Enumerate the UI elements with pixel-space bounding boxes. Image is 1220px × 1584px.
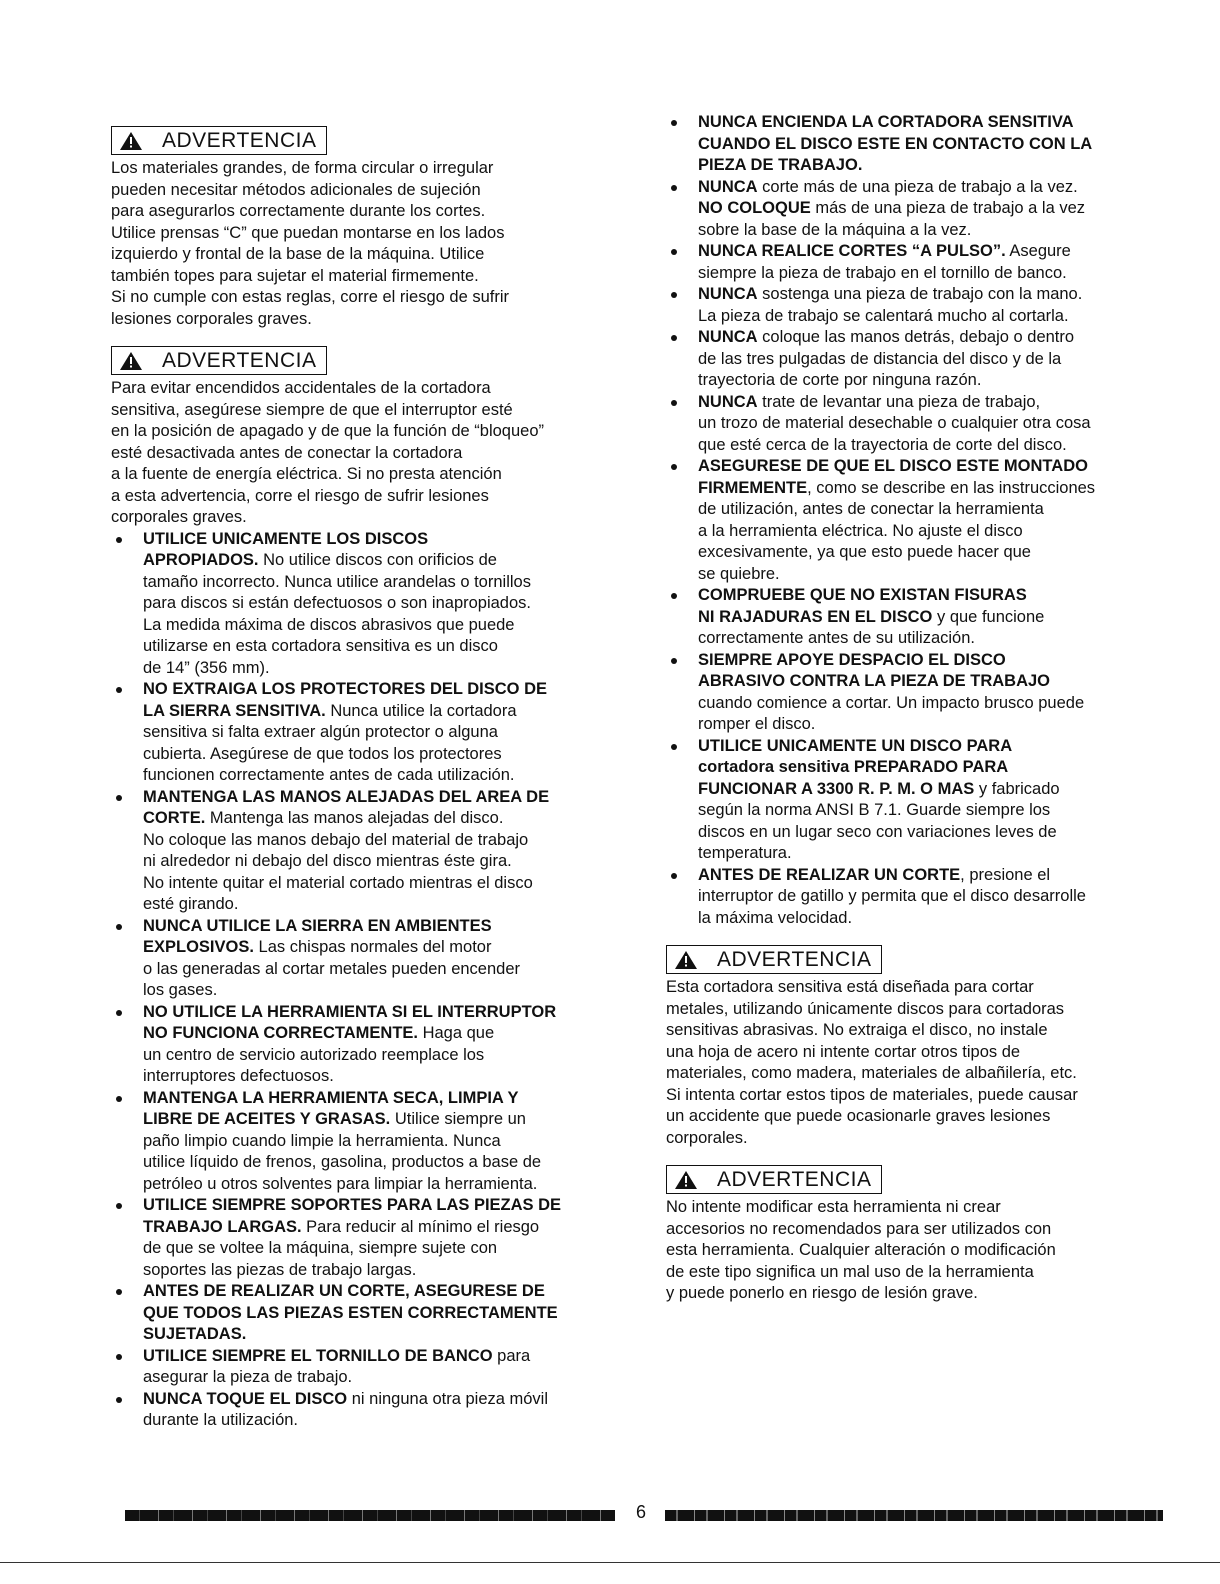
text-line [698,628,1156,650]
text-line [698,478,1156,500]
bullet-icon [116,924,122,930]
text-line: y puede ponerlo en riesgo de lesión grave. [666,1284,978,1302]
text-line [698,693,1156,715]
text-line: No intente modificar esta herramienta ni crear [666,1198,1001,1216]
text-line [143,1281,616,1303]
body-text: interruptor de gatillo y permita que el disco desarrolle [698,887,1086,905]
warning-triangle-icon [120,132,142,150]
safety-rule-item [666,112,1156,177]
body-text: La medida máxima de discos abrasivos que puede [143,615,515,634]
text-line: una hoja de acero ni intente cortar otros tipos de [666,1042,1021,1061]
emphasis-text: NUNCA REALICE CORTES “A PULSO”. [698,242,1006,260]
bullet-icon [116,1397,122,1403]
body-text: La pieza de trabajo se calentará mucho al cortarla. [698,306,1069,325]
body-text: Haga que [418,1024,495,1042]
body-text: discos en un lugar seco con variaciones leves de [698,822,1057,841]
emphasis-text: MANTENGA LA HERRAMIENTA SECA, LIMPIA Y [143,1088,519,1107]
safety-rule-item [666,392,1156,457]
emphasis-text: COMPRUEBE QUE NO EXISTAN FISURAS [698,586,1027,604]
text-line [698,134,1156,156]
bullet-icon [671,464,677,470]
safety-rule-item [111,679,616,787]
body-text: de 14” (356 mm). [143,658,270,677]
warning-header [666,945,882,974]
body-text: la máxima velocidad. [698,908,853,927]
text-line [698,327,1156,349]
text-line [143,550,616,572]
emphasis-text: FIRMEMENTE [698,478,808,497]
text-line [143,529,616,551]
body-text: temperatura. [698,844,792,862]
bullet-icon [116,687,122,693]
text-line: un accidente que puede ocasionarle graves lesiones [666,1107,1051,1125]
text-line [698,886,1156,908]
text-line [143,1346,616,1368]
emphasis-text: UTILICE SIEMPRE EL TORNILLO DE BANCO [143,1346,493,1365]
text-line [698,521,1156,543]
text-line [698,370,1156,392]
emphasis-text: NUNCA ENCIENDA LA CORTADORA SENSITIVA [698,113,1074,131]
safety-rule-item [111,916,616,1002]
text-line [143,1174,616,1196]
text-line [143,830,616,852]
text-line: corporales graves. [111,508,247,526]
safety-rule-item [111,1195,616,1281]
emphasis-text: LA SIERRA SENSITIVA. [143,701,326,720]
text-line [698,241,1156,263]
text-line: izquierdo y frontal de la base de la máquina. Utilice [111,245,485,263]
text-line: metales, utilizando únicamente discos para cortadoras [666,999,1065,1018]
text-line [698,714,1156,736]
emphasis-text: UTILICE SIEMPRE SOPORTES PARA LAS PIEZAS DE [143,1196,562,1214]
text-line: esta herramienta. Cualquier alteración o modificación [666,1241,1056,1259]
emphasis-text: NUNCA [698,392,758,411]
safety-rule-item [666,456,1156,585]
body-text: , presione el [960,865,1051,884]
text-line [698,112,1156,134]
body-text: Mantenga las manos alejadas del disco. [205,809,504,827]
safety-rule-item [111,787,616,916]
text-line [143,980,616,1002]
body-text: soportes las piezas de trabajo largas. [143,1260,417,1279]
text-line [698,349,1156,371]
body-text: No utilice discos con orificios de [258,551,497,569]
emphasis-text: NI RAJADURAS EN EL DISCO [698,607,933,626]
body-text: a la herramienta eléctrica. No ajuste el disco [698,521,1023,540]
bullet-icon [116,1096,122,1102]
body-text: coloque las manos detrás, debajo o dentro [757,328,1075,346]
bullet-icon [116,1010,122,1016]
text-line [143,873,616,895]
text-line [698,650,1156,672]
body-text: ni alrededor ni debajo del disco mientras éste gira. [143,852,512,870]
text-line [698,843,1156,865]
warning-text [111,158,616,330]
text-line: esté desactivada antes de conectar la cortadora [111,443,463,462]
body-text: se quiebre. [698,564,780,583]
text-line: pueden necesitar métodos adicionales de sujeción [111,180,481,199]
text-line [143,1303,616,1325]
left-column [111,112,616,1432]
text-line [143,1002,616,1024]
emphasis-text: CORTE. [143,809,206,827]
warning-header [111,346,327,375]
text-line [698,779,1156,801]
body-text: para discos si están defectuosos o son inapropiados. [143,594,531,612]
body-text: asegurar la pieza de trabajo. [143,1368,353,1386]
body-text: , como se describe en las instrucciones [807,478,1096,497]
safety-rule-item [111,1281,616,1346]
text-line [143,1217,616,1239]
emphasis-text: FUNCIONAR A 3300 R. P. M. O MAS [698,779,975,798]
bullet-icon [671,744,677,750]
text-line [143,1045,616,1067]
emphasis-text: MANTENGA LAS MANOS ALEJADAS DEL AREA DE [143,787,550,806]
text-line [143,1367,616,1389]
body-text: esté girando. [143,895,239,913]
bullet-icon [671,873,677,879]
text-line: a esta advertencia, corre el riesgo de sufrir lesiones [111,486,489,505]
emphasis-text: NO UTILICE LA HERRAMIENTA SI EL INTERRUPTOR [143,1002,557,1021]
emphasis-text: UTILICE UNICAMENTE LOS DISCOS [143,529,429,548]
text-line [698,499,1156,521]
safety-rule-item [666,585,1156,650]
emphasis-text: UTILICE UNICAMENTE UN DISCO PARA [698,736,1013,755]
text-line: Los materiales grandes, de forma circular o irregular [111,159,494,177]
text-line: también topes para sujetar el material firmemente. [111,266,479,285]
safety-rules-list [666,112,1156,929]
text-line [143,636,616,658]
safety-rule-item [666,177,1156,242]
text-line: accesorios no recomendados para ser utilizados con [666,1219,1052,1238]
bullet-icon [671,249,677,255]
emphasis-text: TRABAJO LARGAS. [143,1217,302,1236]
body-text: trate de levantar una pieza de trabajo, [757,392,1041,411]
warning-triangle-icon [120,352,142,370]
footer-bar-left [125,1510,615,1521]
body-text: los gases. [143,981,218,999]
warning-text [666,977,1156,1149]
text-line [143,937,616,959]
body-text: siempre la pieza de trabajo en el tornillo de banco. [698,263,1067,282]
body-text: correctamente antes de su utilización. [698,629,975,647]
bottom-rule [0,1562,1220,1563]
page-footer [0,1500,1220,1530]
bullet-icon [671,185,677,191]
text-line: sensitivas abrasivas. No extraiga el disco, no instale [666,1021,1048,1039]
warning-title: ADVERTENCIA [717,948,872,971]
text-line [143,679,616,701]
text-line [698,306,1156,328]
body-text: Las chispas normales del motor [253,938,492,956]
body-text: y fabricado [974,779,1060,798]
text-line: Para evitar encendidos accidentales de la cortadora [111,379,491,397]
bullet-icon [671,400,677,406]
text-line [143,959,616,981]
body-text: que esté cerca de la trayectoria de corte del disco. [698,435,1067,454]
emphasis-text: SUJETADAS. [143,1325,247,1343]
body-text: un centro de servicio autorizado reemplace los [143,1045,485,1064]
text-line [698,736,1156,758]
safety-rule-item [111,1002,616,1088]
text-line [698,413,1156,435]
body-text: cuando comience a cortar. Un impacto brusco puede [698,693,1085,712]
text-line [698,822,1156,844]
text-line [698,607,1156,629]
body-text: No coloque las manos debajo del material de trabajo [143,830,529,849]
emphasis-text: PIEZA DE TRABAJO. [698,156,863,174]
emphasis-text: NO EXTRAIGA LOS PROTECTORES DEL DISCO DE [143,680,547,698]
safety-rule-item [111,1389,616,1432]
text-line [698,284,1156,306]
text-line [143,1023,616,1045]
bullet-icon [116,537,122,543]
emphasis-text: ANTES DE REALIZAR UN CORTE, ASEGURESE DE [143,1282,545,1300]
text-line [698,564,1156,586]
safety-rule-item [111,529,616,680]
body-text: No intente quitar el material cortado mientras el disco [143,873,533,892]
warning-triangle-icon [675,1171,697,1189]
text-line [143,1195,616,1217]
emphasis-text: APROPIADOS. [143,551,259,569]
text-line: para asegurarlos correctamente durante los cortes. [111,202,486,220]
body-text: y que funcione [932,607,1045,626]
safety-rule-item [666,650,1156,736]
text-line [143,615,616,637]
body-text: más de una pieza de trabajo a la vez [810,199,1086,217]
body-text: Asegure [1005,242,1071,260]
body-text: trayectoria de corte por ninguna razón. [698,371,982,389]
text-line [143,1066,616,1088]
safety-rules-list [111,529,616,1432]
text-line [143,1131,616,1153]
text-line [698,585,1156,607]
text-line [698,542,1156,564]
text-line [698,757,1156,779]
warning-title: ADVERTENCIA [162,129,317,152]
text-line: a la fuente de energía eléctrica. Si no presta atención [111,465,502,483]
emphasis-text: NUNCA [698,328,758,346]
emphasis-text: NUNCA [698,177,758,196]
text-line [698,800,1156,822]
text-line [143,593,616,615]
text-line [143,1324,616,1346]
body-text: excesivamente, ya que esto puede hacer que [698,543,1031,561]
warning-header [111,126,327,155]
bullet-icon [671,593,677,599]
text-line [698,198,1156,220]
body-text: petróleo u otros solventes para limpiar la herramienta. [143,1174,538,1193]
body-text: Para reducir al mínimo el riesgo [301,1217,540,1236]
text-line: lesiones corporales graves. [111,309,312,328]
body-text: según la norma ANSI B 7.1. Guarde siempre los [698,801,1051,819]
text-line [698,155,1156,177]
bullet-icon [671,658,677,664]
emphasis-text: ASEGURESE DE QUE EL DISCO ESTE MONTADO [698,457,1088,475]
bullet-icon [671,335,677,341]
right-column [666,112,1156,1305]
safety-rule-item [666,241,1156,284]
warning-text [666,1197,1156,1305]
text-line [698,220,1156,242]
text-line [143,658,616,680]
emphasis-text: NUNCA [698,285,758,303]
text-line [143,1109,616,1131]
text-line: corporales. [666,1128,748,1147]
text-line [143,787,616,809]
text-line [143,1389,616,1411]
emphasis-text: cortadora sensitiva PREPARADO PARA [698,758,1009,776]
text-line [143,722,616,744]
text-line: en la posición de apagado y de que la función de “bloqueo” [111,422,544,440]
body-text: utilice líquido de frenos, gasolina, productos a base de [143,1153,542,1171]
emphasis-text: ANTES DE REALIZAR UN CORTE [698,865,961,884]
text-line: Si no cumple con estas reglas, corre el riesgo de sufrir [111,288,510,306]
text-line [143,1238,616,1260]
bullet-icon [116,1203,122,1209]
body-text: ni ninguna otra pieza móvil [347,1389,549,1408]
body-text: cubierta. Asegúrese de que todos los protectores [143,744,502,763]
text-line [698,908,1156,930]
text-line [698,456,1156,478]
bullet-icon [116,1289,122,1295]
text-line [698,263,1156,285]
warning-header [666,1165,882,1194]
emphasis-text: NO FUNCIONA CORRECTAMENTE. [143,1024,418,1042]
emphasis-text: LIBRE DE ACEITES Y GRASAS. [143,1110,391,1128]
text-line: de este tipo significa un mal uso de la herramienta [666,1262,1034,1281]
emphasis-text: ABRASIVO CONTRA LA PIEZA DE TRABAJO [698,672,1051,690]
text-line [143,1410,616,1432]
text-line [698,177,1156,199]
bullet-icon [116,795,122,801]
text-line [143,744,616,766]
body-text: paño limpio cuando limpie la herramienta. Nunca [143,1131,501,1150]
body-text: un trozo de material desechable o cualquier otra cosa [698,414,1091,432]
body-text: Nunca utilice la cortadora [325,701,517,720]
warning-text [111,378,616,529]
body-text: corte más de una pieza de trabajo a la vez. [757,177,1078,196]
safety-rule-item [666,284,1156,327]
emphasis-text: NUNCA TOQUE EL DISCO [143,1389,348,1408]
text-line: Utilice prensas “C” que puedan montarse en los lados [111,223,505,242]
body-text: romper el disco. [698,715,816,733]
text-line [698,671,1156,693]
body-text: utilizarse en esta cortadora sensitiva es un disco [143,637,498,655]
bullet-icon [671,292,677,298]
body-text: sostenga una pieza de trabajo con la mano. [757,285,1083,303]
text-line [143,851,616,873]
safety-rule-item [666,327,1156,392]
text-line [143,572,616,594]
body-text: o las generadas al cortar metales pueden encender [143,959,520,978]
safety-rule-item [111,1088,616,1196]
body-text: sobre la base de la máquina a la vez. [698,220,972,239]
warning-title: ADVERTENCIA [162,349,317,372]
page-number: 6 [636,1502,647,1522]
text-line [143,1088,616,1110]
body-text: tamaño incorrecto. Nunca utilice arandelas o tornillos [143,572,531,591]
safety-rule-item [666,736,1156,865]
body-text: para [492,1346,531,1365]
text-line [698,392,1156,414]
text-line [143,808,616,830]
emphasis-text: QUE TODOS LAS PIEZAS ESTEN CORRECTAMENTE [143,1303,558,1322]
text-line [143,765,616,787]
emphasis-text: EXPLOSIVOS. [143,938,254,956]
text-line: Si intenta cortar estos tipos de materiales, puede causar [666,1085,1078,1104]
bullet-icon [671,120,677,126]
body-text: sensitiva si falta extraer algún protector o alguna [143,723,498,741]
body-text: Utilice siempre un [390,1110,526,1128]
body-text: de que se voltee la máquina, siempre sujete con [143,1239,498,1257]
text-line [143,1260,616,1282]
bullet-icon [116,1354,122,1360]
body-text: de las tres pulgadas de distancia del disco y de la [698,349,1062,368]
text-line [143,916,616,938]
text-line: materiales, como madera, materiales de albañilería, etc. [666,1064,1077,1082]
warning-triangle-icon [675,951,697,969]
safety-rule-item [666,865,1156,930]
warning-title: ADVERTENCIA [717,1168,872,1191]
text-line [143,1152,616,1174]
text-line [698,435,1156,457]
body-text: interruptores defectuosos. [143,1067,334,1085]
text-line: Esta cortadora sensitiva está diseñada para cortar [666,978,1034,996]
body-text: funcionen correctamente antes de cada utilización. [143,766,515,784]
safety-rule-item [111,1346,616,1389]
emphasis-text: NUNCA UTILICE LA SIERRA EN AMBIENTES [143,916,492,935]
text-line [143,894,616,916]
footer-bar-right [665,1510,1163,1521]
body-text: durante la utilización. [143,1411,299,1429]
emphasis-text: SIEMPRE APOYE DESPACIO EL DISCO [698,650,1006,669]
text-line: sensitiva, asegúrese siempre de que el interruptor esté [111,400,513,419]
body-text: de utilización, antes de conectar la herramienta [698,500,1044,518]
emphasis-text: CUANDO EL DISCO ESTE EN CONTACTO CON LA [698,134,1093,153]
text-line [698,865,1156,887]
emphasis-text: NO COLOQUE [698,199,811,217]
text-line [143,701,616,723]
